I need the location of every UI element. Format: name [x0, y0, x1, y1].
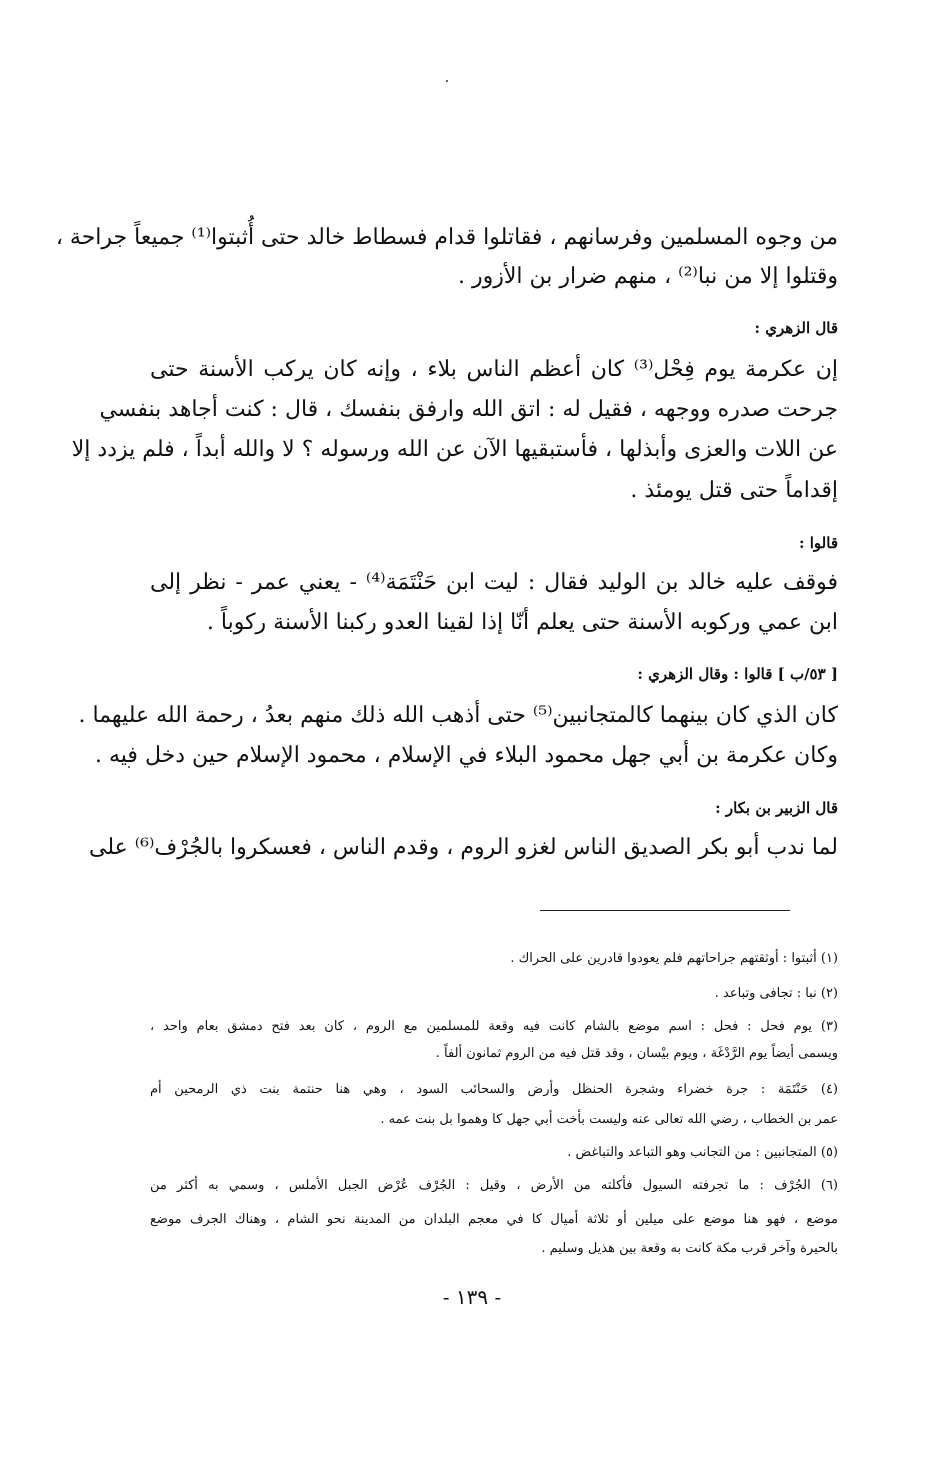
- footnote-line: (٢) نبا : تجافى وتباعد .: [714, 986, 838, 1001]
- footnote-line: ويسمى أيضاً يوم الرَّدْغَة ، ويوم بيْسان ، وقد قتل فيه من الروم ثمانون ألفاً .: [435, 1046, 838, 1061]
- scan-mark: [446, 80, 448, 82]
- footnote-separator: [540, 910, 790, 911]
- footnote-line: (٣) يوم فحل : فحل : اسم موضع بالشام كانت فيه وقعة للمسلمين مع الروم ، كان بعد فتح دمشق بعام واحد ،: [150, 1019, 838, 1034]
- footnote-line: بالحيرة وآخر قرب مكة كانت به وقعة بين هذيل وسليم .: [541, 1241, 838, 1256]
- zuhri-line: إن عكرمة يوم فِحْل⁽³⁾ كان أعظم الناس بلاء ، وإنه كان يركب الأسنة حتى: [150, 357, 839, 382]
- footnote-line: (٤) حَنْتَمَة : جرة خضراء وشجرة الحنظل وأرض والسحائب السود ، وهي هنا حنتمة بنت ذي الرمحين أم: [150, 1082, 838, 1097]
- intro-line: وقتلوا إلا من نبا⁽²⁾ ، منهم ضرار بن الأزور .: [457, 264, 838, 289]
- section-heading: قال الزهري :: [754, 319, 838, 337]
- zuhri-line: جرحت صدره ووجهه ، فقيل له : اتق الله وارفق بنفسك ، قال : كنت أجاهد بنفسي: [99, 397, 838, 422]
- footnote-line: (٦) الجُرْف : ما تجرفته السيول فأكلته من الأرض ، وقيل : الجُرْف عُرْض الجبل الأملس ، وسمي به أكثر من: [150, 1178, 838, 1193]
- ref-line: كان الذي كان بينهما كالمتجانبين⁽⁵⁾ حتى أذهب الله ذلك منهم بعدُ ، رحمة الله عليهما .: [78, 703, 838, 728]
- zuhri-line: عن اللات والعزى وأبذلها ، فأستبقيها الآن عن الله ورسوله ؟ لا والله أبداً ، فلم يزدد إلا: [71, 437, 838, 462]
- qalu-line: ابن عمي وركوبه الأسنة حتى يعلم أنّا إذا لقينا العدو ركبنا الأسنة ركوباً .: [206, 610, 838, 635]
- section-heading: قال الزبير بن بكار :: [715, 799, 838, 817]
- page-number: - ١٣٩ -: [442, 1285, 502, 1309]
- section-heading: قالوا :: [799, 534, 838, 552]
- intro-line: من وجوه المسلمين وفرسانهم ، فقاتلوا قدام فسطاط خالد حتى أُثبتوا⁽¹⁾ جميعاً جراحة ،: [55, 225, 838, 250]
- ref-line: وكان عكرمة بن أبي جهل محمود البلاء في الإسلام ، محمود الإسلام حين دخل فيه .: [95, 743, 838, 768]
- footnote-line: (٥) المتجانبين : من التجانب وهو التباعد والتباغض .: [567, 1145, 838, 1160]
- footnote-line: موضع ، فهو هنا موضع على ميلين أو ثلاثة أميال كا في معجم البلدان من المدينة نحو الشام ، وهناك الجرف موضع: [150, 1212, 838, 1227]
- zubayr-line: لما ندب أبو بكر الصديق الناس لغزو الروم ، وقدم الناس ، فعسكروا بالجُرْف⁽⁶⁾ على: [89, 835, 838, 860]
- footnote-line: عمر بن الخطاب ، رضي الله تعالى عنه وليست بأخت أبي جهل كا وهموا بل بنت عمه .: [380, 1112, 838, 1127]
- footnote-line: (١) أثبتوا : أوثقتهم جراحاتهم فلم يعودوا قادرين على الحراك .: [510, 951, 838, 966]
- zuhri-line: إقداماً حتى قتل يومئذ .: [630, 478, 838, 503]
- qalu-line: فوقف عليه خالد بن الوليد فقال : ليت ابن حَنْتَمَة⁽⁴⁾ - يعني عمر - نظر إلى: [150, 570, 839, 595]
- section-heading: [ ٥٣/ب ] قالوا : وقال الزهري :: [637, 665, 838, 683]
